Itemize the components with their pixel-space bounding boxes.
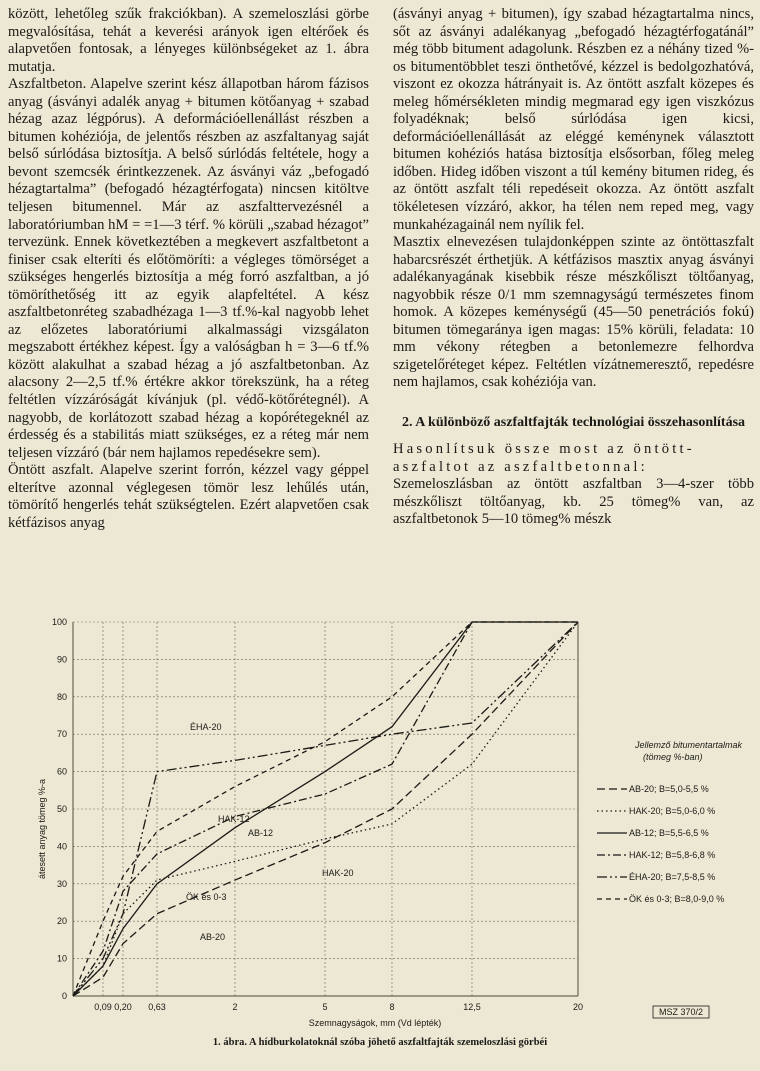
grading-curve-figure bbox=[0, 600, 760, 1070]
curve-label: ÖK és 0-3 bbox=[186, 892, 227, 902]
y-tick-label: 80 bbox=[56, 691, 67, 702]
section-text: Szemeloszlásban az öntött aszfaltban 3—4-szer több mészkőliszt töltőanyag, kb. 25 tömeg% van, az aszfaltbetonok 5—10 tömeg% mészk bbox=[393, 476, 754, 528]
legend-entry: ÖK és 0-3; B=8,0-9,0 % bbox=[629, 894, 725, 904]
figure-caption: 1. ábra. A hídburkolatoknál szóba jöhető aszfaltfajták szemeloszlási görbéi bbox=[212, 1037, 548, 1048]
stamp-label: MSZ 370/2 bbox=[658, 1007, 704, 1017]
x-tick-label: 5 bbox=[322, 1002, 328, 1012]
y-tick-label: 70 bbox=[56, 729, 67, 740]
y-tick-label: 20 bbox=[56, 916, 67, 927]
x-tick-label: 0,63 bbox=[148, 1002, 166, 1012]
x-tick-label: 0,09 bbox=[94, 1002, 112, 1012]
y-tick-label: 50 bbox=[56, 804, 67, 814]
x-tick-label: 20 bbox=[572, 1002, 584, 1012]
curve-label: AB-20 bbox=[200, 932, 226, 942]
curve-label: ÉHA-20 bbox=[190, 722, 222, 732]
x-tick-label: 12,5 bbox=[463, 1002, 481, 1012]
y-tick-label: 100 bbox=[51, 617, 67, 627]
left-column bbox=[8, 6, 369, 532]
curve-label: HAK-12 bbox=[218, 814, 250, 824]
right-column bbox=[393, 6, 754, 529]
paragraph-continuation: (ásványi anyag + bitumen), így szabad hézagtartalma nincs, sőt az ásványi adalékanyag „befogadó hézagtérfogatánál” még több bitument adagolunk. Részben ez a néhány tized %-os bitumentöbblet teszi önthetővé, kézzel is bedolgozhatóvá, viszont ez okozza hátrányait is. Az öntött aszfalt közepes és meleg hőmérsékleten mindig megmarad egy igen viszkózus folyadéknak; belső súrlódása igen kicsi, deformációellenállását az eléggé keménynek választott bitumen kohéziós hatása biztosítja elsősorban, főleg meleg időben. Hideg időben viszont a túl kemény bitumen rideg, és az öntött aszfalt téli repedéseit okozza. Az öntött aszfalt tökéletesen vízzáró, akkor, ha télen nem reped meg, vagy munkahézagainál nem nyílik fel. bbox=[393, 6, 754, 233]
y-tick-label: 10 bbox=[56, 953, 67, 964]
x-tick-label: 0,20 bbox=[114, 1002, 132, 1012]
legend-entry: HAK-12; B=5,8-6,8 % bbox=[629, 850, 716, 860]
paragraph-aszfaltbeton: Aszfaltbeton. Alapelve szerint kész állapotban három fázisos anyag (ásványi adalék anyag + bitumen kötőanyag + szabad hézag azaz légpórus). A deformációellenállást részben a bitumen kohéziója, de jelentős részben az aszfaltanyag saját belső súrlódása biztosítja. A belső súrlódás feltétele, hogy a bevont szemcsék érintkezzenek. Az ásványi váz „befogadó hézagtartalma” (befogadó hézagtérfogata) nincsen kitöltve teljesen bitumennel. Már az aszfalttervezésnél a laboratóriumban hM = =1—3 térf. % körüli „szabad hézagot” tervezünk. Ennek következtében a megkevert aszfaltbetont a finiser csak elteríti és előtömöríti: a végleges tömörséget a szükséges hengerlés biztosítja a még forró aszfaltban, a jó tömöríthetőség itt az egyik alapfeltétel. A kész aszfaltbetonréteg szabadhézaga 1—3 tf.%-kal nagyobb lehet az előzetes laboratóriumi alkalmassági vizsgálaton megszabott értékhez képest. Így a valóságban h = 3—6 tf.% között alakulhat a szabad hézag a jó aszfaltbetonban. Az alacsony 2—2,5 tf.% értékre akkor törekszünk, ha a réteg feltétlen vízzáróságát kívánjuk (pl. védő-kötőrétegnél). A nagyobb, de korlátozott szabad hézag a kopórétegeknél az érdesség és a stabilitás miatt szükséges, ez a réteg már nem teljesen vízzáró (bár nem hajlamos repedésekre sem). bbox=[8, 76, 369, 461]
y-tick-label: 90 bbox=[56, 654, 67, 665]
y-tick-label: 30 bbox=[56, 878, 67, 889]
y-tick-label: 60 bbox=[56, 766, 67, 777]
curve-label: AB-12 bbox=[248, 828, 274, 838]
grading-curve-chart bbox=[0, 600, 760, 1070]
y-axis-title: átesett anyag tömeg %-a bbox=[37, 778, 47, 879]
legend-entry: AB-12; B=5,5-6,5 % bbox=[629, 828, 709, 838]
y-tick-label: 40 bbox=[56, 841, 67, 852]
y-tick-label: 0 bbox=[61, 991, 67, 1001]
paragraph-intro: között, lehetőleg szűk frakciókban). A szemeloszlási görbe megvalósítása, tehát a keverési arányok igen eltérőek és alapvetően fontosak, a lényeges különbségeket az 1. ábra mutatja. bbox=[8, 6, 369, 75]
legend-subtitle: (tömeg %-ban) bbox=[643, 752, 703, 762]
paragraph-ontott-aszfalt: Öntött aszfalt. Alapelve szerint forrón, kézzel vagy géppel elterítve azonnal véglegesen tömör lesz lehűlés után, tömörítő hengerlés tehát szükségtelen. Ezért alapvetően csak kétfázisos anyag bbox=[8, 462, 369, 531]
paragraph-masztix: Masztix elnevezésen tulajdonképpen szinte az öntöttaszfalt habarcsrészét érthetjük. A kétfázisos masztix anyag ásványi adalékanyagának kisebbik része mészkőliszt töltőanyag, nagyobbik része 0/1 mm szemnagyságú természetes finom homok. A közepes keménységű (45—50 penetrációs fokú) bitumen tömegaránya igen magas: 15% körüli, feladata: 10 mm vékony rétegben a betonlemezre felhordva szigetelőréteget képez. Feltétlen vízátnemeresztő, repedésre nem hajlamos, csak kohéziója van. bbox=[393, 234, 754, 391]
x-axis-title: Szemnagyságok, mm (Vd lépték) bbox=[308, 1018, 442, 1028]
curve-label: HAK-20 bbox=[322, 868, 354, 878]
legend-entry: AB-20; B=5,0-5,5 % bbox=[629, 784, 709, 794]
legend-entry: ÉHA-20; B=7,5-8,5 % bbox=[629, 872, 716, 882]
x-tick-label: 8 bbox=[389, 1002, 395, 1012]
section-heading: 2. A különböző aszfaltfajták technológiai összehasonlítása bbox=[401, 415, 746, 431]
legend-title: Jellemző bitumentartalmak bbox=[635, 740, 743, 750]
legend-entry: HAK-20; B=5,0-6,0 % bbox=[629, 806, 716, 816]
section-lead: Hasonlítsuk össze most az öntöttaszfaltot az aszfaltbetonnal: bbox=[393, 441, 692, 475]
x-tick-label: 2 bbox=[232, 1002, 238, 1012]
